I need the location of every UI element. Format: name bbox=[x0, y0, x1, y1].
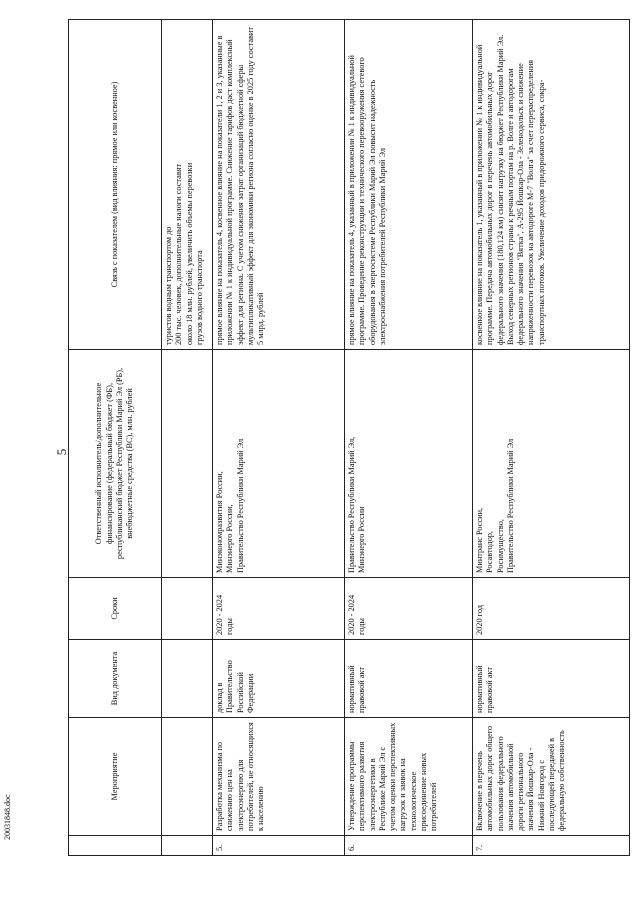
doc-type-cell: нормативный правовой акт bbox=[473, 640, 630, 718]
text-line: Правительство Республики Марий Эл, bbox=[347, 436, 356, 573]
table-row bbox=[213, 20, 345, 856]
responsible-cell bbox=[345, 350, 473, 578]
text-line: Минэнерго России, bbox=[225, 504, 235, 573]
table-cell bbox=[162, 640, 213, 718]
table-cell bbox=[162, 350, 213, 578]
column-header-number bbox=[69, 836, 162, 856]
doc-type-cell: нормативный правовой акт bbox=[345, 640, 473, 718]
rotated-page-content bbox=[68, 20, 630, 856]
table-row-continuation bbox=[162, 20, 213, 856]
text-line: Правительство Республики Марий Эл bbox=[235, 438, 245, 573]
column-header-link: Связь с показателем (вид влияния: прямое или косвенное) bbox=[69, 20, 162, 350]
text-line: Правительство Республики Марий Эл bbox=[505, 438, 515, 573]
term-cell: 2020 год bbox=[473, 578, 630, 640]
page-number: 5 bbox=[54, 448, 69, 456]
row-number: 7. bbox=[473, 836, 630, 856]
term-cell: 2020 - 2024 годы bbox=[213, 578, 345, 640]
continuation-text bbox=[162, 20, 213, 350]
column-header-responsible: Ответственный исполнитель/дополнительное финансирование (федеральный бюджет (ФБ), республиканский бюджет Республики Марий Эл (РБ), внебюджетные средства (ВС), млн. рублей bbox=[69, 350, 162, 578]
text-line: 200 тыс. человек, дополнительные налоги составят bbox=[174, 163, 184, 345]
measures-table bbox=[68, 19, 630, 856]
document-filename: 20031848.doc bbox=[3, 794, 12, 840]
table-cell bbox=[162, 578, 213, 640]
responsible-cell bbox=[473, 350, 630, 578]
link-cell: косвенное влияние на показатель 1, указанный в приложении № 1 к индивидуальной программе. Передача автомобильных дорог в перечень автомобильных дорог федерального значения (180,124 км) снизит нагрузку на бюджет Республики Марий Эл. Выход северных регионов страны к речным портам на р. Волге и автодорогам федерального значения "Вятка", А-295 Йошкар-Ола - Зеленодольск и снижение напряженности перевозок на автодороге М-7 "Волга" за счет перераспределения транспортных потоков. Увеличение доходов придорожного сервиса, сокра- bbox=[473, 20, 630, 350]
doc-type-cell: доклад в Правительство Российской Федерации bbox=[213, 640, 345, 718]
text-line: туристов водным транспортом до bbox=[164, 226, 173, 345]
term-cell: 2020 - 2024 годы bbox=[345, 578, 473, 640]
measure-cell: Включение в перечень автомобильных дорог общего пользования федерального значения автомобильной дороги регионального значения Йошкар-Ола - Нижний Новгород с последующей передачей в федеральную собственность bbox=[473, 718, 630, 836]
row-number: 5. bbox=[213, 836, 345, 856]
link-cell: прямое влияние на показатель 4, косвенное влияние на показатели 1, 2 и 3, указанные в приложении № 1 к индивидуальной программе. Снижение тарифов даст комплексный эффект для региона. С учетом снижения затрат организаций бюджетной сферы мультипликативный эффект для экономики региона согласно оценке в 2025 году составит 5 млрд. рублей bbox=[213, 20, 345, 350]
column-header-terms: Сроки bbox=[69, 578, 162, 640]
text-line: Росавтодор, bbox=[485, 531, 495, 573]
column-header-measure: Мероприятие bbox=[69, 718, 162, 836]
measure-cell: Разработка механизма по снижению цен на электроэнергию для потребителей, не относящихся к населению bbox=[213, 718, 345, 836]
table-row bbox=[345, 20, 473, 856]
row-number: 6. bbox=[345, 836, 473, 856]
text-line: грузов водного транспорта bbox=[194, 250, 204, 345]
table-header-row bbox=[69, 20, 162, 856]
table-row bbox=[473, 20, 630, 856]
text-line: около 18 млн. рублей, увеличить объемы перевозки bbox=[184, 162, 194, 345]
text-line: Минэкономразвития России, bbox=[215, 471, 224, 573]
table-cell bbox=[162, 718, 213, 836]
text-line: Минтранс России, bbox=[475, 507, 484, 573]
table-cell bbox=[162, 836, 213, 856]
responsible-cell bbox=[213, 350, 345, 578]
column-header-doc-type: Вид документа bbox=[69, 640, 162, 718]
measure-cell: Утверждение программы перспективного развития электроэнергетики в Республике Марий Эл с учетом оценки перспективных нагрузок и заявок на технологическое присоединение новых потребителей bbox=[345, 718, 473, 836]
link-cell: прямое влияние на показатель 4, указанный в приложении № 1 к индивидуальной программе. Проведение реконструкции и технического перевооружения сетевого оборудования в энергосистеме Республики Марий Эл повысит надежность электроснабжения потребителей Республики Марий Эл bbox=[345, 20, 473, 350]
text-line: Росимущество, bbox=[495, 519, 505, 573]
text-line: Минэнерго России bbox=[357, 506, 367, 573]
